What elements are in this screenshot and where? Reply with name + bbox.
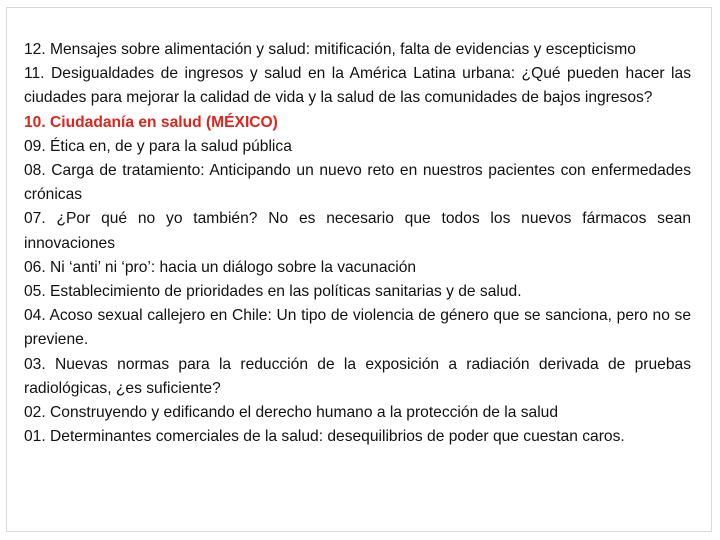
list-item-01: 01. Determinantes comerciales de la salud: desequilibrios de poder que cuestan caros.	[24, 428, 625, 446]
list-item-04: 04. Acoso sexual callejero en Chile: Un tipo de violencia de género que se sanciona, pero no se previene.	[24, 307, 691, 349]
list-item-12: 12. Mensajes sobre alimentación y salud: mitificación, falta de evidencias y escepticismo	[24, 41, 636, 58]
list-item-09: 09. Ética en, de y para la salud pública	[24, 137, 292, 155]
list-item-02: 02. Construyendo y edificando el derecho humano a la protección de la salud	[24, 404, 559, 422]
list-item-10-highlighted: 10. Ciudadanía en salud (MÉXICO)	[24, 113, 278, 131]
list-item-07: 07. ¿Por qué no yo también? No es necesario que todos los nuevos fármacos sean innovaciones	[24, 210, 691, 252]
list-item-11: 11. Desigualdades de ingresos y salud en la América Latina urbana: ¿Qué pueden hacer las ciudades para mejorar la calidad de vida y la salud de las comunidades de bajos ingresos?	[24, 65, 691, 107]
list-item-03: 03. Nuevas normas para la reducción de la exposición a radiación derivada de pruebas radiológicas, ¿es suficiente?	[24, 355, 691, 397]
list-item-06: 06. Ni ‘anti’ ni ‘pro’: hacia un diálogo sobre la vacunación	[24, 258, 417, 276]
list-item-08: 08. Carga de tratamiento: Anticipando un nuevo reto en nuestros pacientes con enfermedades crónicas	[24, 162, 691, 204]
document-list	[24, 38, 691, 449]
list-item-05: 05. Establecimiento de prioridades en las políticas sanitarias y de salud.	[24, 283, 522, 301]
